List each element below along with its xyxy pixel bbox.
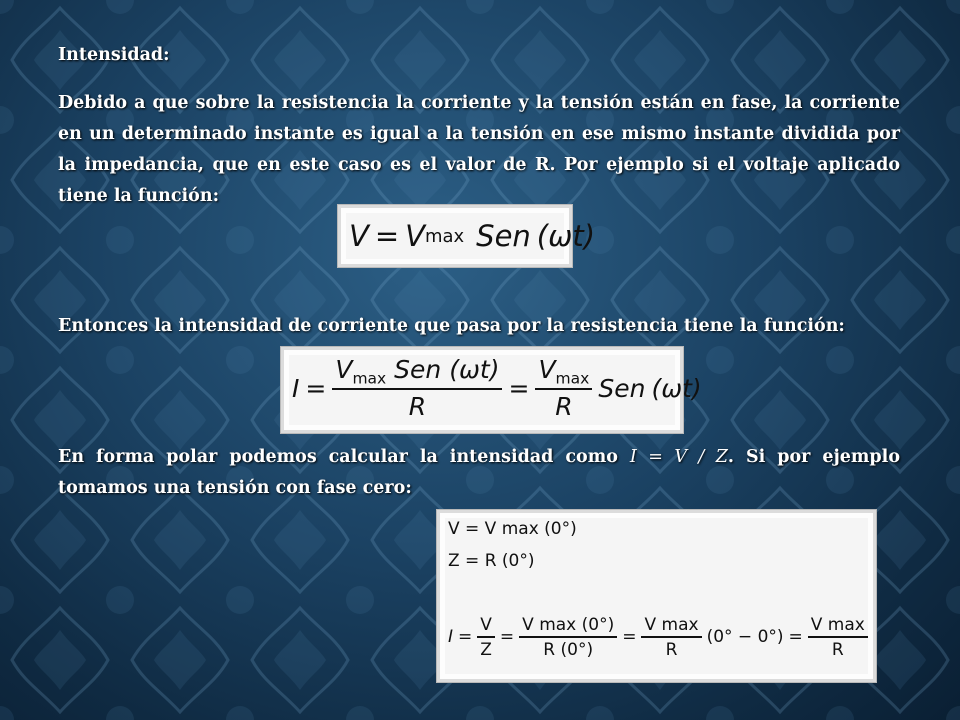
paragraph-polar-form: En forma polar podemos calcular la intensidad como I = V / Z. Si por ejemplo tomamos una tensión con fase cero:: [58, 447, 900, 498]
f2-fraction-2: $\frac{V_{max}}{R}$: [535, 355, 592, 421]
f3-current-derivation: I = $\frac{V}{Z}$ = $\frac{\text{V max (0°)}}{R (0^\circ)}$ = $\frac{\text{V max}}{R}$ (0° − 0°) = $\frac{\text{V max}}{R}$: [448, 609, 873, 665]
f3-line-voltage: V = V max (0°): [448, 519, 577, 539]
f3-line-impedance: Z = R (0°): [448, 551, 535, 571]
inline-formula-ohm: I = V / Z: [629, 447, 728, 467]
paragraph-current-function: Entonces la intensidad de corriente que pasa por la resistencia tiene la función:: [58, 316, 845, 336]
f1-eq: =: [374, 219, 400, 253]
f2-func: Sen: [598, 373, 646, 403]
f2-arg: (ωt): [651, 373, 702, 403]
f2-fraction-1: $\frac{V_{max} Sen (\omega t)}{R}$: [332, 355, 502, 421]
f1-vsub: max: [425, 225, 465, 247]
heading-intensidad: Intensidad:: [58, 45, 170, 65]
f1-lhs: V: [349, 219, 369, 253]
f1-vsym: V: [405, 219, 425, 253]
f1-arg: (ωt): [536, 219, 596, 253]
paragraph-resistance-intro: Debido a que sobre la resistencia la corriente y la tensión están en fase, la corriente en un determinado instante es igual a la tensión en ese mismo instante dividida por la impedancia, que en este caso es el valor de R. Por ejemplo si el voltaje aplicado tiene la función:: [58, 93, 900, 206]
f2-eq: =: [305, 373, 327, 403]
formula-polar-calculation: [437, 510, 876, 682]
f1-func: Sen: [476, 219, 531, 253]
f2-eq2: =: [508, 373, 530, 403]
f2-lhs: I: [292, 373, 300, 403]
formula-voltage-function: [338, 205, 596, 267]
formula-current-function: [281, 347, 702, 433]
